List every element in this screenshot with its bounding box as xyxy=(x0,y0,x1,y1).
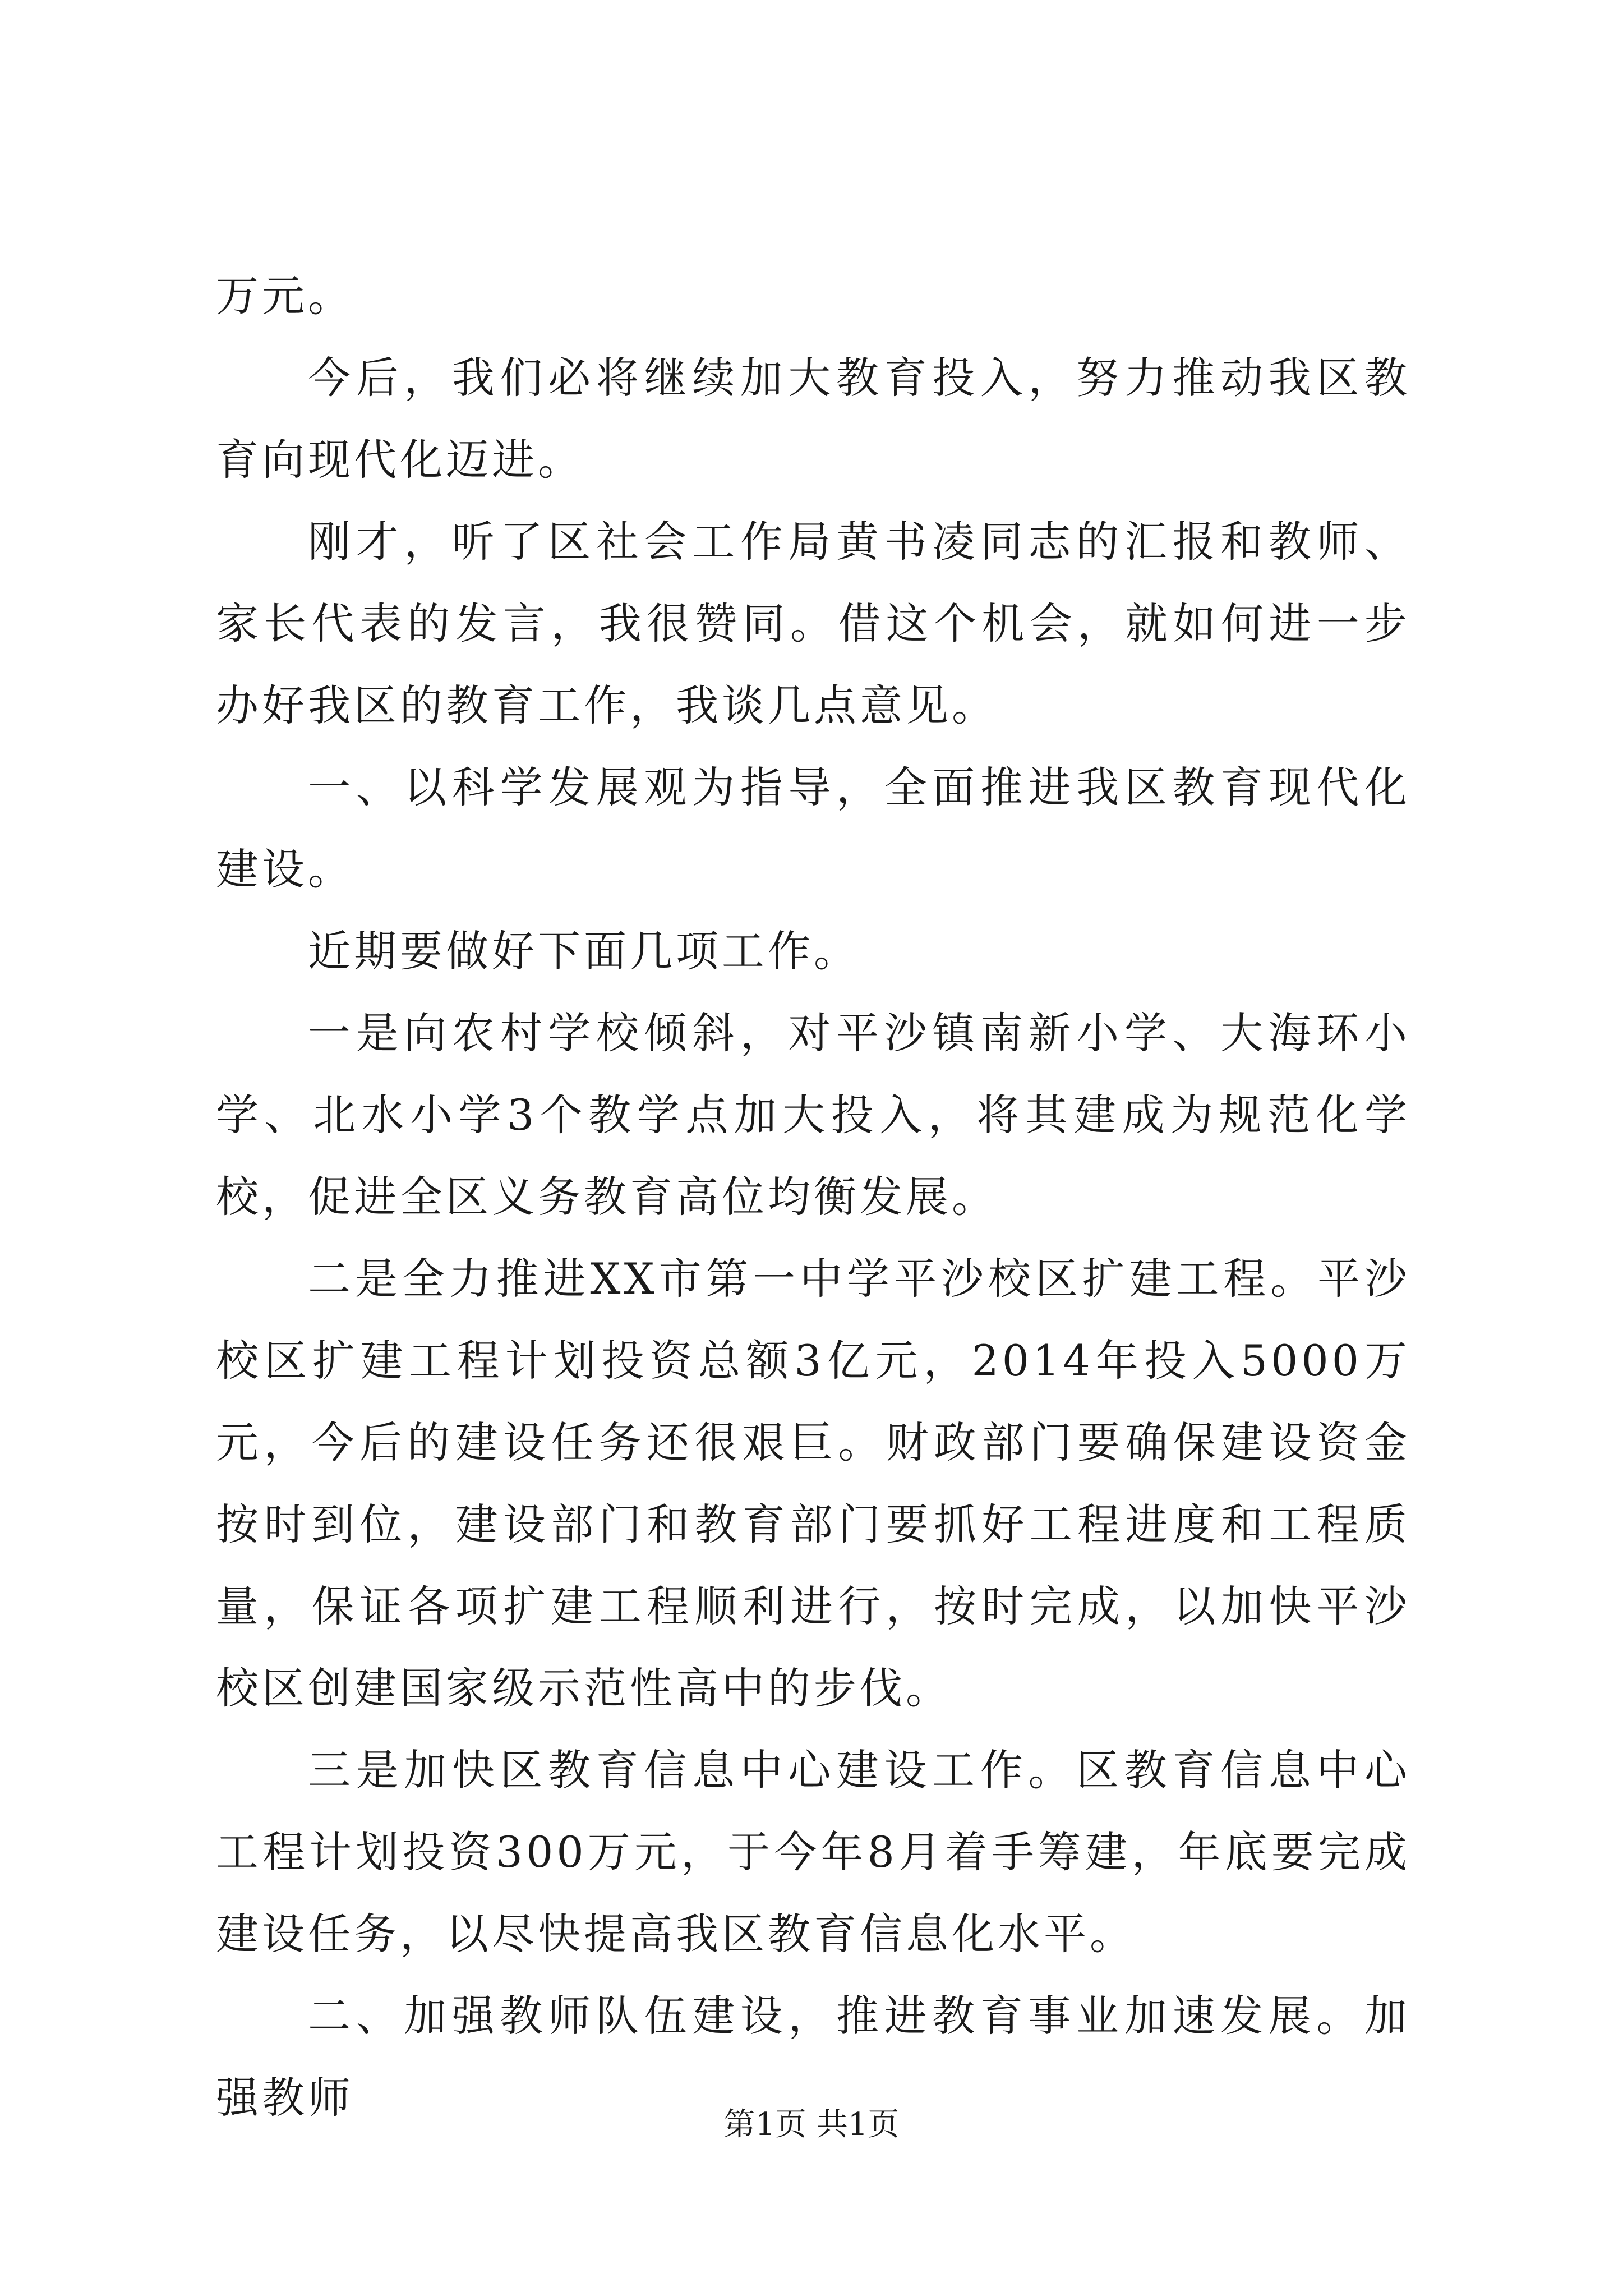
page-footer xyxy=(0,2102,1623,2147)
section-heading-1: 一、以科学发展观为指导，全面推进我区教育现代化建设。 xyxy=(216,762,1410,894)
paragraph-5: 近期要做好下面几项工作。 xyxy=(308,926,860,976)
paragraph-3: 刚才，听了区社会工作局黄书凌同志的汇报和教师、家长代表的发言，我很赞同。借这个机会，就如何进一步办好我区的教育工作，我谈几点意见。 xyxy=(216,517,1410,730)
section-heading-2: 二、加强教师队伍建设，推进教育事业加速发展。加强教师 xyxy=(216,1991,1410,2123)
page-number-label: 第1页 共1页 xyxy=(723,2106,900,2143)
paragraph-2: 今后，我们必将继续加大教育投入，努力推动我区教育向现代化迈进。 xyxy=(216,353,1410,485)
paragraph-1: 万元。 xyxy=(216,271,354,321)
task-item-3: 三是加快区教育信息中心建设工作。区教育信息中心工程计划投资300万元，于今年8月着手筹建，年底要完成建设任务，以尽快提高我区教育信息化水平。 xyxy=(216,1745,1410,1959)
task-item-1: 一是向农村学校倾斜，对平沙镇南新小学、大海环小学、北水小学3个教学点加大投入，将其建成为规范化学校，促进全区义务教育高位均衡发展。 xyxy=(216,1008,1410,1222)
document-body xyxy=(216,255,1410,2139)
task-item-2: 二是全力推进XX市第一中学平沙校区扩建工程。平沙校区扩建工程计划投资总额3亿元，2014年投入5000万元，今后的建设任务还很艰巨。财政部门要确保建设资金按时到位，建设部门和教育部门要抓好工程进度和工程质量，保证各项扩建工程顺利进行，按时完成，以加快平沙校区创建国家级示范性高中的步伐。 xyxy=(216,1254,1410,1713)
